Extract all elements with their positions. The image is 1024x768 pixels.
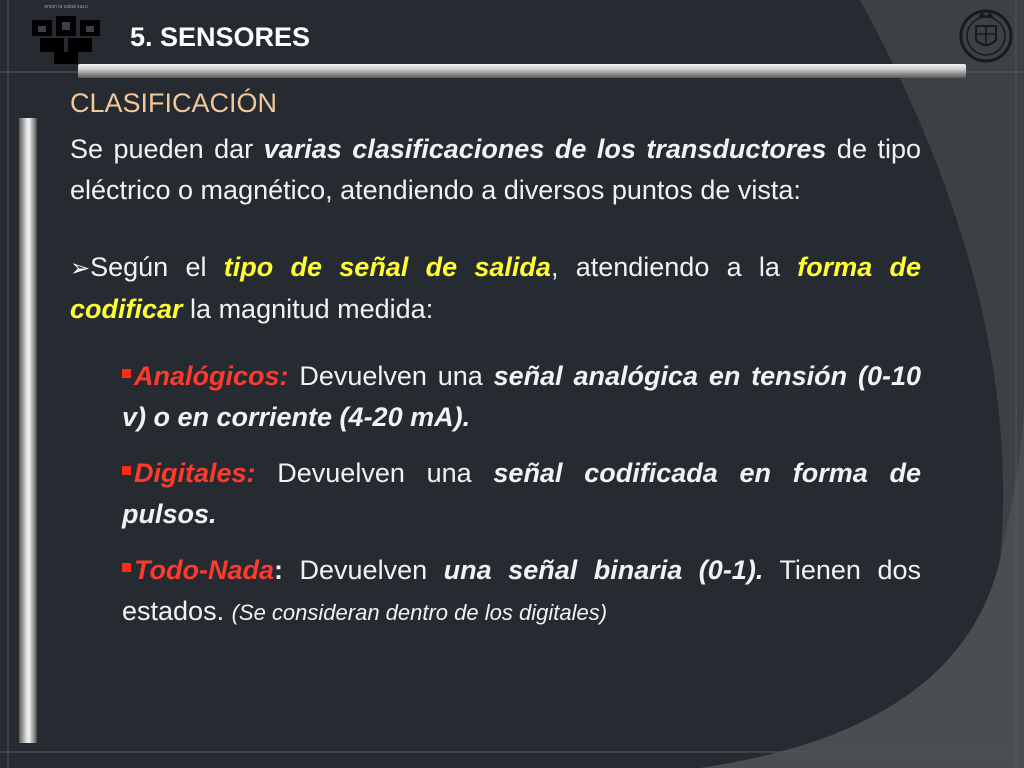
item-emphasis: señal analógica en tensión (0-10 v) o en corriente (4-20 mA). (122, 361, 921, 432)
slide-content (70, 88, 921, 648)
square-bullet-icon (122, 369, 131, 378)
item-note: (Se consideran dentro de los digitales) (231, 600, 608, 625)
university-logo-left (30, 4, 102, 66)
item-text: Devuelven (282, 555, 444, 585)
list-item-digital (122, 453, 921, 535)
item-label: Todo-Nada (134, 555, 274, 585)
classification-list (122, 356, 921, 633)
item-colon: : (273, 555, 283, 585)
square-bullet-icon (122, 563, 131, 572)
header-divider-bar (78, 64, 966, 78)
main-point (70, 247, 921, 330)
arrow-bullet-icon: ➢ (70, 255, 91, 282)
item-label: Digitales: (134, 458, 256, 488)
item-emphasis: una señal binaria (0-1). (443, 555, 764, 585)
intro-paragraph (70, 129, 921, 211)
main-point-text: la magnitud medida: (182, 294, 434, 324)
logo-motto: eman ta zabal zazu (44, 4, 88, 10)
square-bullet-icon (122, 466, 131, 475)
main-point-text: , atendiendo a la (550, 252, 798, 282)
coat-of-arms-icon (958, 4, 1014, 64)
intro-text: Se pueden dar (70, 134, 264, 164)
intro-text: de tipo eléctrico o magnético, atendiendo a diversos puntos de vista: (70, 134, 921, 205)
item-emphasis: señal codificada en forma de pulsos. (122, 458, 921, 529)
left-decorative-bar (19, 118, 37, 743)
list-item-on-off (122, 550, 921, 633)
university-emblem-icon (30, 4, 102, 66)
item-text: Devuelven una (255, 458, 494, 488)
main-point-highlight: tipo de señal de salida (223, 252, 551, 282)
main-point-text: Según el (90, 252, 224, 282)
main-point-highlight: forma de codificar (70, 252, 922, 324)
intro-emphasis: varias clasificaciones de los transductores (263, 134, 827, 164)
item-text: Devuelven una (288, 361, 494, 391)
slide-title: 5. SENSORES (130, 22, 311, 52)
item-text: Tienen dos estados. (122, 555, 921, 626)
section-subtitle: CLASIFICACIÓN (70, 88, 278, 118)
coat-of-arms-logo (958, 4, 1014, 64)
list-item-analog (122, 356, 921, 438)
item-label: Analógicos: (134, 361, 289, 391)
